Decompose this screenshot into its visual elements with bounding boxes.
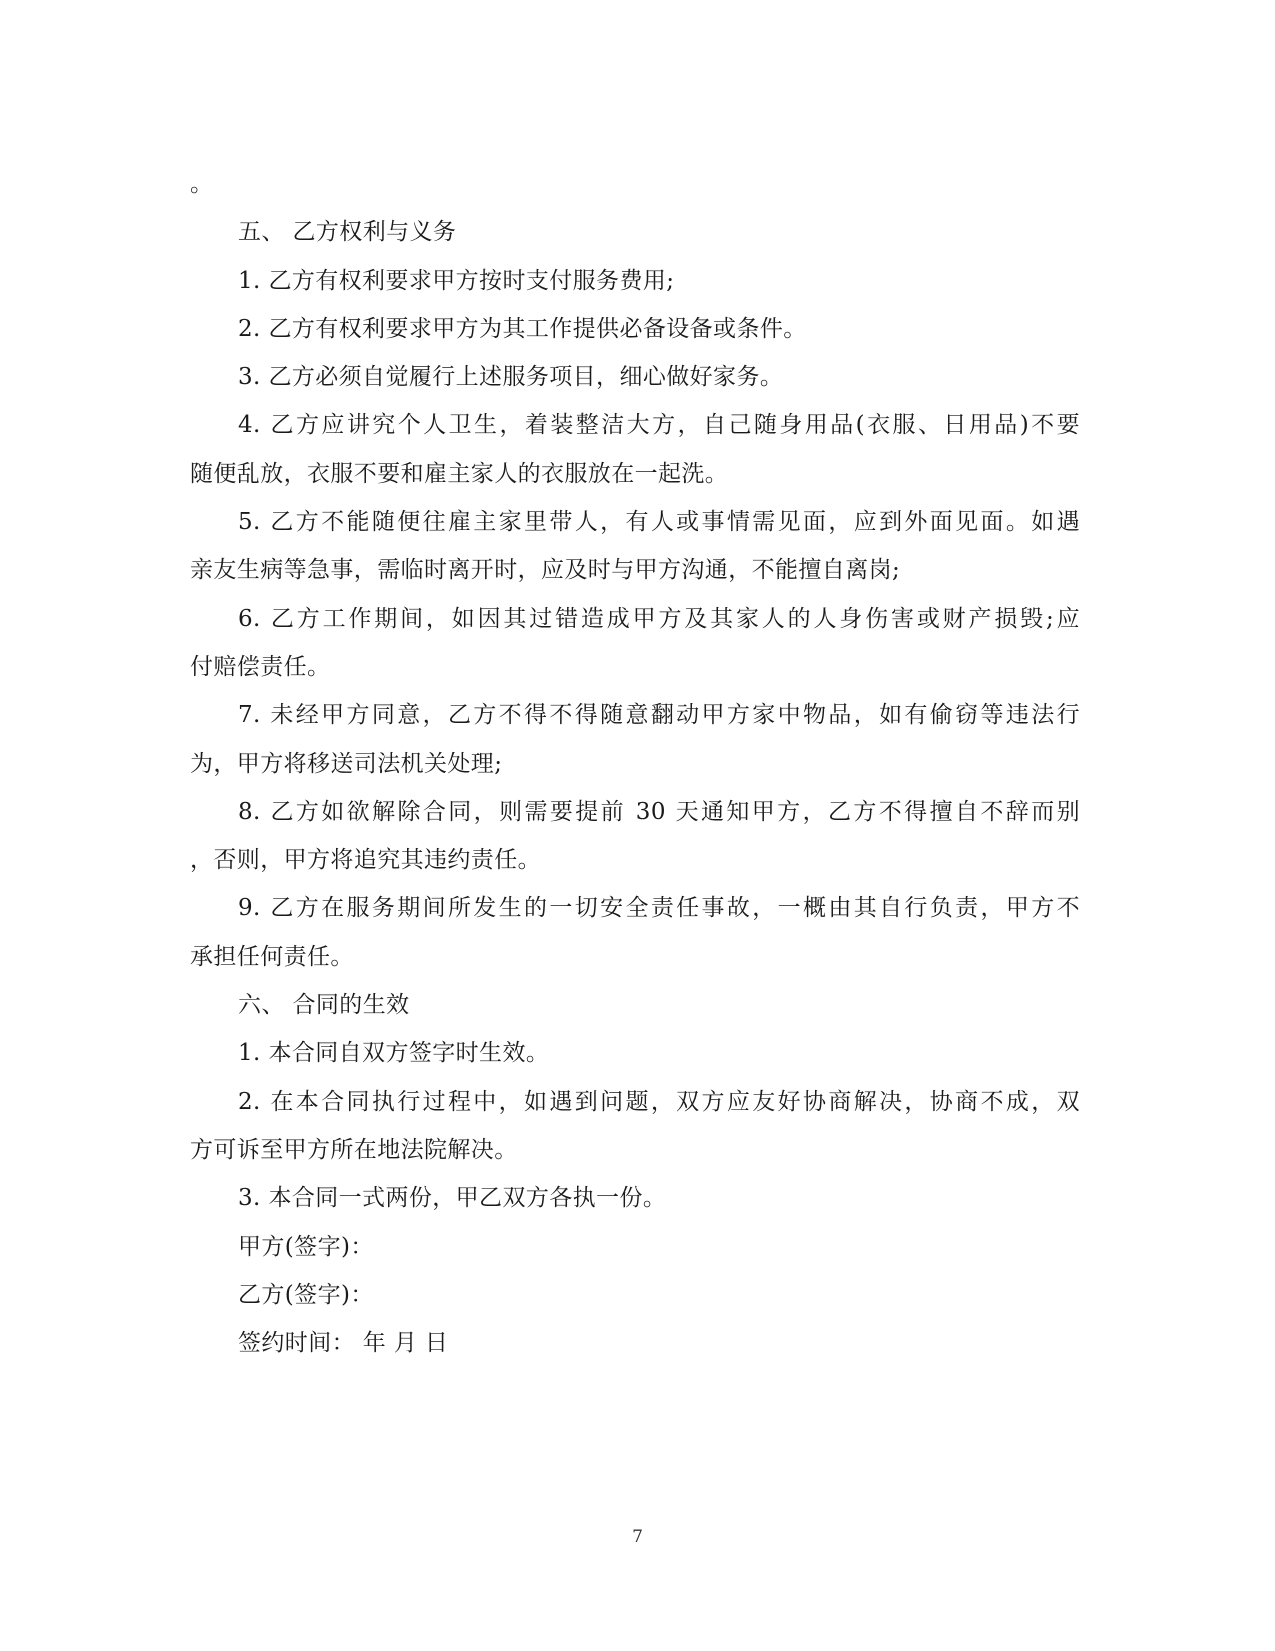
text-line: 8. 乙方如欲解除合同，则需要提前 30 天通知甲方，乙方不得擅自不辞而别 xyxy=(238,798,1080,825)
text-line: 2. 在本合同执行过程中，如遇到问题，双方应友好协商解决，协商不成，双 xyxy=(238,1088,1080,1115)
text-line: 1. 乙方有权利要求甲方按时支付服务费用; xyxy=(238,267,675,294)
text-line: 乙方(签字)： xyxy=(238,1281,374,1308)
text-line: 签约时间： 年 月 日 xyxy=(238,1330,449,1357)
text-line: 7. 未经甲方同意，乙方不得不得随意翻动甲方家中物品，如有偷窃等违法行 xyxy=(238,702,1080,729)
text-line: 9. 乙方在服务期间所发生的一切安全责任事故，一概由其自行负责，甲方不 xyxy=(238,895,1080,922)
text-line: 方可诉至甲方所在地法院解决。 xyxy=(190,1136,518,1163)
text-line: 2. 乙方有权利要求甲方为其工作提供必备设备或条件。 xyxy=(238,315,807,342)
page-number: 7 xyxy=(632,1527,643,1547)
text-line: 甲方(签字)： xyxy=(238,1233,374,1260)
text-line: 3. 乙方必须自觉履行上述服务项目，细心做好家务。 xyxy=(238,364,784,391)
text-line: 六、 合同的生效 xyxy=(238,992,410,1019)
text-line: 为，甲方将移送司法机关处理; xyxy=(190,750,503,777)
document-body xyxy=(190,160,1080,1367)
text-line: 随便乱放，衣服不要和雇主家人的衣服放在一起洗。 xyxy=(190,460,729,487)
text-line: 五、 乙方权利与义务 xyxy=(238,219,457,246)
text-line: 亲友生病等急事，需临时离开时，应及时与甲方沟通，不能擅自离岗; xyxy=(190,557,901,584)
text-line: 5. 乙方不能随便往雇主家里带人，有人或事情需见面，应到外面见面。如遇 xyxy=(238,509,1080,536)
text-line: 3. 本合同一式两份，甲乙双方各执一份。 xyxy=(238,1185,667,1212)
text-line: 6. 乙方工作期间，如因其过错造成甲方及其家人的人身伤害或财产损毁;应 xyxy=(238,605,1080,632)
text-line: 。 xyxy=(190,171,214,197)
text-line: ，否则，甲方将追究其违约责任。 xyxy=(190,847,541,874)
text-line: 1. 本合同自双方签字时生效。 xyxy=(238,1040,550,1067)
text-line: 承担任何责任。 xyxy=(190,943,354,970)
text-line: 4. 乙方应讲究个人卫生，着装整洁大方，自己随身用品(衣服、日用品)不要 xyxy=(238,412,1080,439)
text-line: 付赔偿责任。 xyxy=(190,653,331,680)
